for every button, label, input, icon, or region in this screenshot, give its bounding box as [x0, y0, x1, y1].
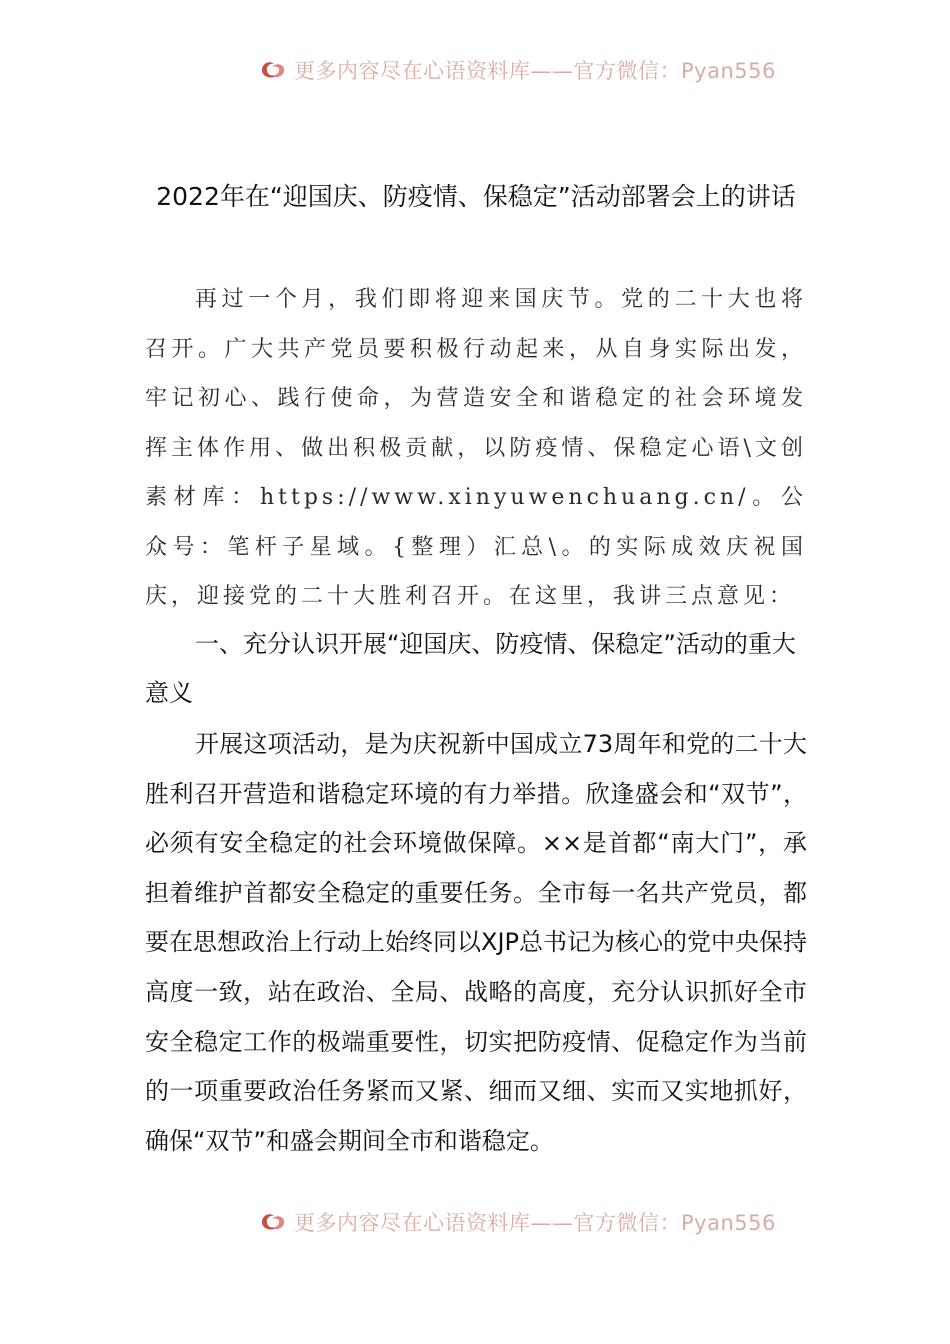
footer-watermark: [258, 1207, 776, 1237]
watermark-text: 更多内容尽在心语资料库——官方微信：Pyan556: [294, 59, 776, 83]
watermark-text: 更多内容尽在心语资料库——官方微信：Pyan556: [294, 1211, 776, 1235]
document-title: 2022年在“迎国庆、防疫情、保稳定”活动部署会上的讲话: [156, 182, 796, 211]
header-watermark: [258, 55, 776, 85]
brand-logo-icon: [258, 1210, 288, 1234]
brand-logo-icon: [258, 58, 288, 82]
section-heading: 一、充分认识开展“迎国庆、防疫情、保稳定”活动的重大意义: [145, 630, 796, 707]
body-paragraph: 开展这项活动，是为庆祝新中国成立73周年和党的二十大胜利召开营造和谐稳定环境的有力举措。欣逢盛会和“双节”，必须有安全稳定的社会环境做保障。××是首都“南大门”，承担着维护首都安全稳定的重要任务。全市每一名共产党员，都要在思想政治上行动上始终同以XJP总书记为核心的党中央保持高度一致，站在政治、全局、战略的高度，充分认识抓好全市安全稳定工作的极端重要性，切实把防疫情、促稳定作为当前的一项重要政治任务紧而又紧、细而又细、实而又实地抓好，确保“双节”和盛会期间全市和谐稳定。: [145, 730, 807, 1155]
intro-paragraph: 再过一个月，我们即将迎来国庆节。党的二十大也将召开。广大共产党员要积极行动起来，从自身实际出发，牢记初心、践行使命，为营造安全和谐稳定的社会环境发挥主体作用、做出积极贡献，以防疫情、保稳定心语\文创素材库：https://www.xinyuwenchuang.cn/。公众号：笔杆子星域。{整理）汇总\。的实际成效庆祝国庆，迎接党的二十大胜利召开。在这里，我讲三点意见：: [145, 287, 807, 609]
